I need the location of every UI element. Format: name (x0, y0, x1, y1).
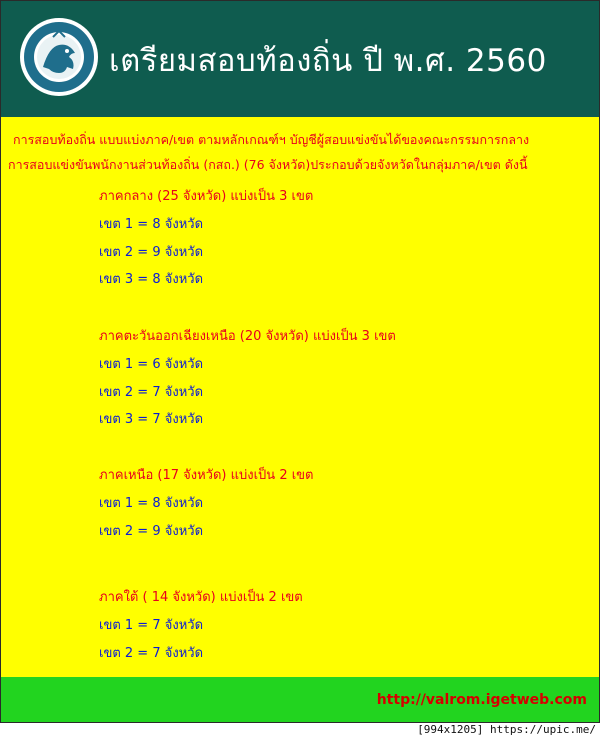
zone-item: เขต 1 = 7 จังหวัด (99, 618, 204, 633)
region-title: ภาคเหนือ (17 จังหวัด) แบ่งเป็น 2 เขต (99, 468, 314, 483)
page-title: เตรียมสอบท้องถิ่น ปี พ.ศ. 2560 (109, 43, 547, 79)
website-link[interactable]: http://valrom.igetweb.com (376, 692, 587, 708)
region-title: ภาคกลาง (25 จังหวัด) แบ่งเป็น 3 เขต (99, 189, 314, 204)
zone-item: เขต 2 = 7 จังหวัด (99, 384, 204, 400)
region-north (99, 462, 579, 545)
intro-line-1: การสอบท้องถิ่น แบบแบ่งภาค/เขต ตามหลักเกณฑ์ฯ บัญชีผู้สอบแข่งขันได้ของคณะกรรมการกลาง (13, 132, 530, 147)
zone-item: เขต 1 = 8 จังหวัด (99, 496, 204, 511)
zone-item: เขต 3 = 8 จังหวัด (99, 272, 204, 287)
zone-item: เขต 1 = 6 จังหวัด (99, 357, 204, 372)
zone-item: เขต 2 = 9 จังหวัด (99, 523, 204, 539)
region-northeast (99, 323, 579, 434)
zone-item: เขต 1 = 8 จังหวัด (99, 217, 204, 232)
agency-seal-logo (19, 17, 99, 97)
image-host-caption: [994x1205] https://upic.me/ (417, 723, 596, 736)
region-central (99, 183, 579, 294)
footer-bar (1, 677, 599, 722)
region-title: ภาคใต้ ( 14 จังหวัด) แบ่งเป็น 2 เขต (99, 590, 303, 605)
region-title: ภาคตะวันออกเฉียงเหนือ (20 จังหวัด) แบ่งเป็น 3 เขต (99, 329, 396, 344)
region-south (99, 584, 579, 667)
zone-item: เขต 2 = 9 จังหวัด (99, 244, 204, 260)
header-banner (1, 1, 599, 117)
zone-item: เขต 3 = 7 จังหวัด (99, 412, 204, 427)
intro-line-2: การสอบแข่งขันพนักงานส่วนท้องถิ่น (กสถ.) (76 จังหวัด)ประกอบด้วยจังหวัดในกลุ่มภาค/เขต ดังนี้ (8, 157, 528, 172)
intro-text (1, 127, 599, 177)
zone-item: เขต 2 = 7 จังหวัด (99, 645, 204, 661)
